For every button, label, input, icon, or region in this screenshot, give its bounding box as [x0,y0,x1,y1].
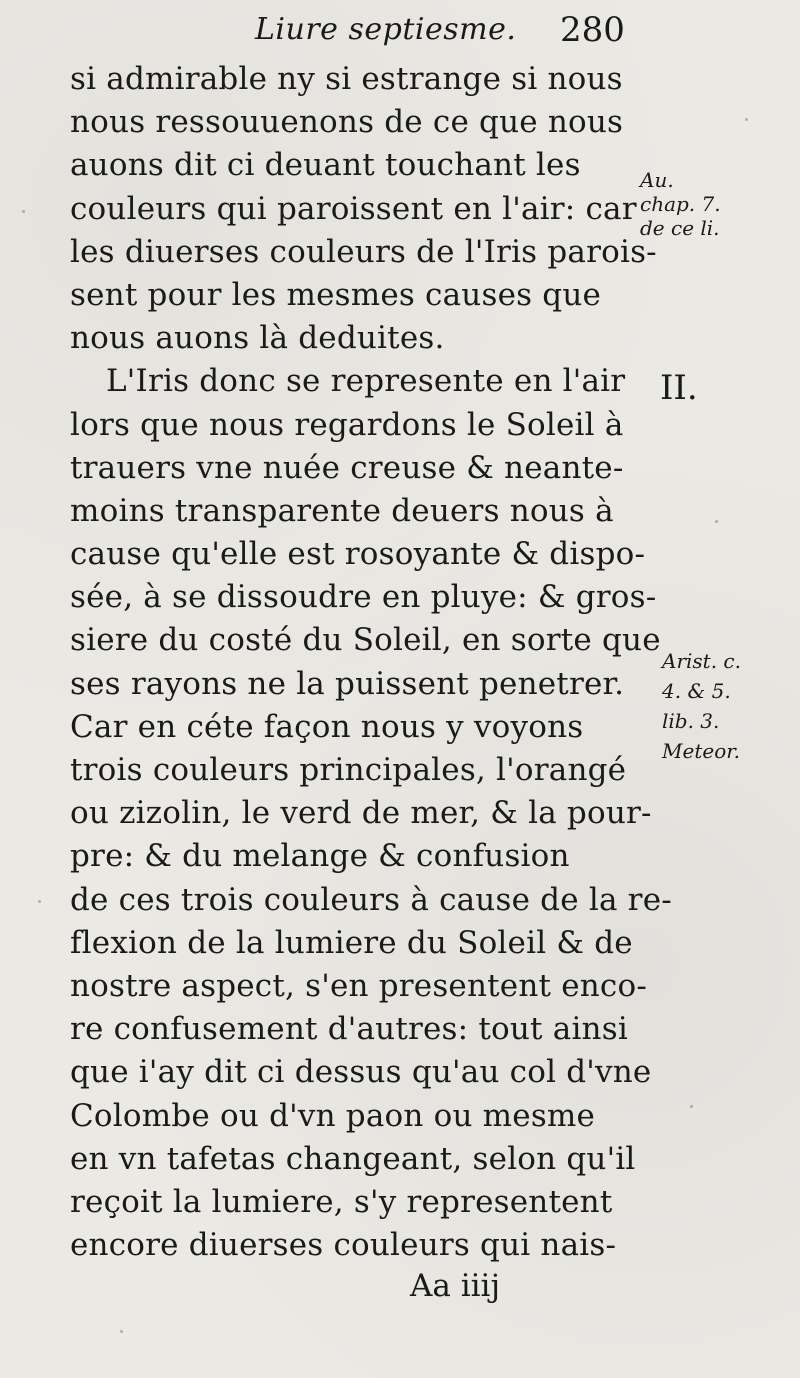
running-head: Liure septiesme. [255,12,517,47]
text-line: flexion de la lumiere du Soleil & de [70,924,633,961]
text-line: les diuerses couleurs de l'Iris parois- [70,233,657,270]
text-line: pre: & du melange & confusion [70,838,570,875]
text-line: trauers vne nuée creuse & neante- [70,449,624,486]
text-line: nous ressouuenons de ce que nous [70,104,624,141]
paper-speck [22,210,25,213]
signature-mark: Aa iiij [410,1268,501,1304]
margin-note-line: Meteor. [662,739,740,763]
text-line: couleurs qui paroissent en l'air: car [70,190,637,227]
margin-note-line: Au. [640,168,674,192]
page-number: 280 [560,10,625,50]
text-line: nous auons là deduites. [70,320,445,357]
paragraph-start-line: L'Iris donc se represente en l'air [106,363,626,400]
text-line: trois couleurs principales, l'orangé [70,752,627,788]
margin-note-line: de ce li. [640,216,720,240]
paper-speck [745,118,748,121]
paper-speck [690,1105,693,1108]
margin-note-line: chap. 7. [640,192,721,216]
text-line: reçoit la lumiere, s'y representent [70,1183,613,1220]
text-line: encore diuerses couleurs qui nais- [70,1227,617,1264]
paper-speck [120,1330,123,1333]
margin-note-line: lib. 3. [662,709,720,733]
margin-note-chapter-reference [640,168,721,240]
margin-note-line: 4. & 5. [662,679,731,703]
text-line: de ces trois couleurs à cause de la re- [70,881,672,918]
text-line: ou zizolin, le verd de mer, & la pour- [70,795,652,832]
text-line: Car en céte façon nous y voyons [70,708,584,745]
text-line: moins transparente deuers nous à [70,492,614,529]
text-line: ses rayons ne la puissent penetrer. [70,665,625,702]
paper-speck [715,520,718,523]
text-line: que i'ay dit ci dessus qu'au col d'vne [70,1054,652,1091]
text-line: re confusement d'autres: tout ainsi [70,1011,628,1048]
text-line: si admirable ny si estrange si nous [70,61,623,97]
text-line: sée, à se dissoudre en pluye: & gros- [70,579,657,616]
text-line: lors que nous regardons le Soleil à [70,406,624,443]
body-text [70,58,672,1267]
text-line: siere du costé du Soleil, en sorte que [70,622,661,659]
text-line: Colombe ou d'vn paon ou mesme [70,1097,596,1134]
margin-note-line: Arist. c. [662,649,741,673]
text-line: sent pour les mesmes causes que [70,276,602,313]
paper-speck [38,900,41,903]
text-line: auons dit ci deuant touchant les [70,147,581,184]
section-numeral: II. [660,368,698,408]
text-line: en vn tafetas changeant, selon qu'il [70,1140,636,1177]
margin-note-aristotle-reference [662,646,741,766]
text-line: nostre aspect, s'en presentent enco- [70,967,648,1004]
text-line: cause qu'elle est rosoyante & dispo- [70,536,646,573]
